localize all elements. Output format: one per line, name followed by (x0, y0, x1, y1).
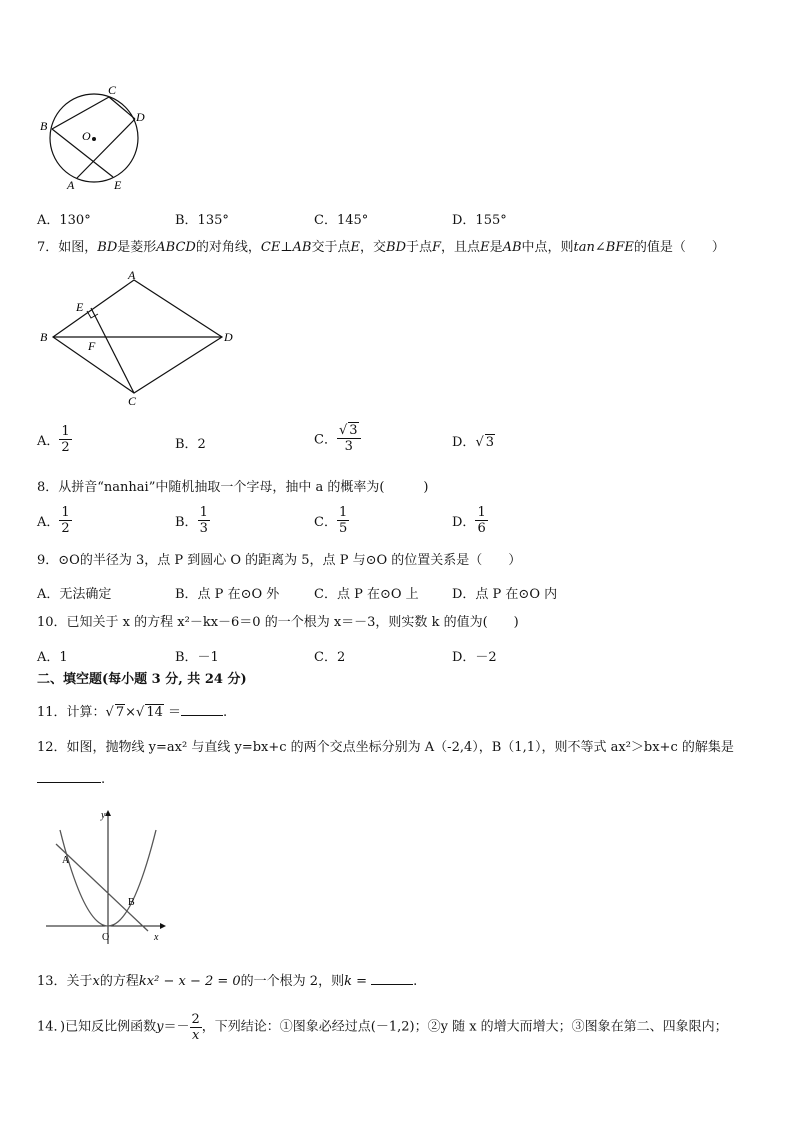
x-axis-arrow (160, 923, 166, 929)
q8-question: 8．从拼音“nanhai”中随机抽取一个字母，抽中 a 的概率为( ) (37, 480, 429, 495)
q7-question: 7．如图，BD是菱形ABCD的对角线，CE⊥AB交于点E，交BD于点F，且点E是AB中点，则tan∠BFE的值是（ ） (37, 240, 725, 255)
chord-cd (109, 97, 135, 119)
y-axis-arrow (105, 810, 111, 816)
label-b: B (40, 330, 48, 344)
section-2-title: 二、填空题(每小题 3 分, 共 24 分) (37, 672, 247, 687)
label-a: A (128, 268, 136, 282)
label-c: C (108, 83, 117, 97)
q12-answer-blank[interactable] (37, 782, 101, 783)
q9-option-a: A．无法确定 (37, 587, 112, 602)
q7-rhombus-figure (36, 268, 241, 408)
q10-option-c: C．2 (314, 650, 346, 665)
label-d: D (224, 330, 233, 344)
q13-answer-blank[interactable] (371, 984, 413, 985)
q10-option-d: D．－2 (452, 650, 497, 665)
q11-answer-blank[interactable] (181, 715, 223, 716)
label-e: E (76, 300, 84, 314)
label-b: B (40, 119, 48, 133)
label-a: A (67, 178, 75, 192)
center-dot (92, 137, 96, 141)
chord-bc (52, 97, 109, 129)
q9-option-d: D．点 P 在⊙O 内 (452, 587, 558, 602)
label-e: E (114, 178, 122, 192)
q7-option-a: A． $\frac{1}{2}$ (37, 424, 70, 455)
q9-option-b: B．点 P 在⊙O 外 (175, 587, 280, 602)
label-a: A (62, 855, 70, 866)
q8-option-c: C． $\frac{1}{5}$ (314, 505, 348, 536)
q6-option-c: C．145° (314, 213, 369, 228)
q9-option-c: C．点 P 在⊙O 上 (314, 587, 419, 602)
q12-parabola-figure (40, 804, 170, 946)
label-b: B (128, 897, 135, 908)
label-x: x (154, 932, 159, 943)
label-o: O (102, 932, 110, 943)
segment-ce (91, 308, 134, 393)
q8-option-b: B． $\frac{1}{3}$ (175, 505, 208, 536)
q10-option-b: B．－1 (175, 650, 219, 665)
q7-option-c: C． $\frac{√ 3}{3}$ (314, 422, 361, 454)
q6-option-a: A．130° (37, 213, 91, 228)
label-c: C (128, 394, 137, 408)
line-ab (56, 844, 148, 931)
q7-option-b: B．2 (175, 437, 206, 452)
q8-option-a: A． $\frac{1}{2}$ (37, 505, 70, 536)
q6-option-b: B．135° (175, 213, 229, 228)
q7-option-d: D．√ 3 (452, 435, 495, 450)
q9-question: 9．⊙O的半径为 3，点 P 到圆心 O 的距离为 5，点 P 与⊙O 的位置关系是（ ） (37, 553, 522, 568)
label-o: O (82, 129, 91, 143)
label-d: D (136, 110, 145, 124)
label-f: F (88, 339, 96, 353)
q6-option-d: D．155° (452, 213, 507, 228)
q12-question: 12．如图，抛物线 y=ax² 与直线 y=bx+c 的两个交点坐标分别为 A（-2,4），B（1,1），则不等式 ax²＞bx+c 的解集是 (37, 740, 734, 755)
q14-question: 14．)已知反比例函数y＝－ $\frac{2}{x}$ ，下列结论：①图象必经过点(－1,2)；②y 随 x 的增大而增大；③图象在第二、四象限内； (37, 1012, 728, 1043)
q13-question: 13．关于x的方程kx² − x − 2 = 0的一个根为 2，则k = . (37, 974, 418, 989)
q10-option-a: A．1 (37, 650, 68, 665)
q12-answer-line: . (37, 772, 105, 788)
q8-option-d: D． $\frac{1}{6}$ (452, 505, 486, 536)
chord-da (77, 119, 135, 178)
q10-question: 10．已知关于 x 的方程 x²－kx－6＝0 的一个根为 x＝－3，则实数 k 的值为( ) (37, 615, 519, 630)
q11-question: 11．计算：√ 7×√ 14 ＝ . (37, 705, 228, 720)
q6-circle-figure (30, 82, 160, 194)
label-y: y (101, 810, 106, 821)
